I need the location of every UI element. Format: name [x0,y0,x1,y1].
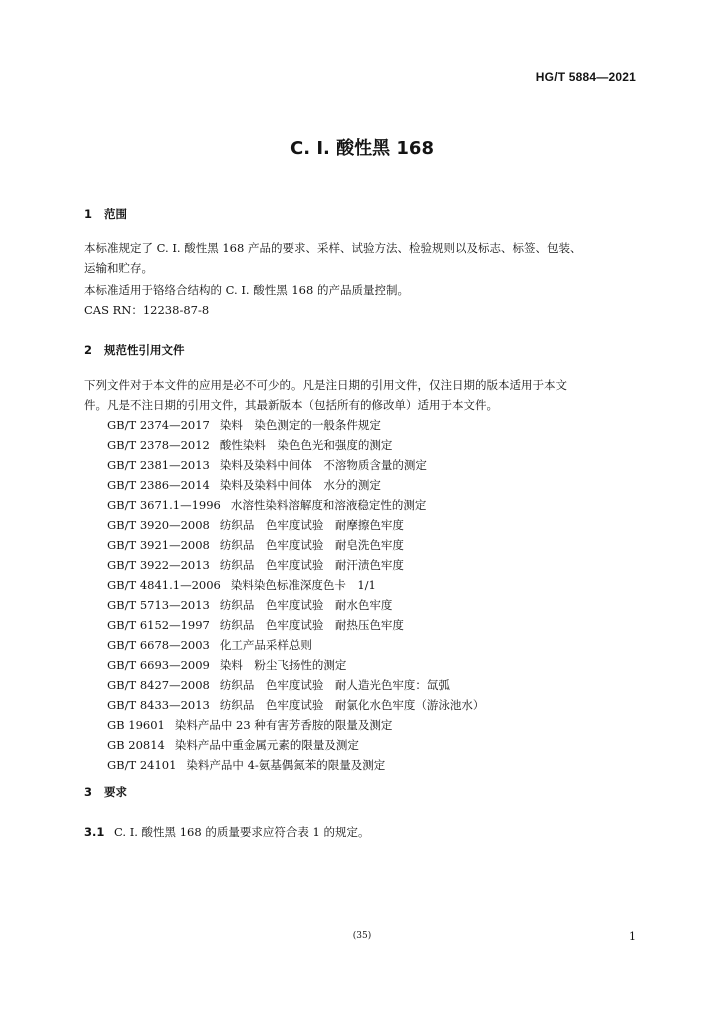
reference-title: 纺织品 色牢度试验 耐氯化水色牢度（游泳池水） [219,698,485,712]
reference-item [107,735,484,755]
reference-title: 纺织品 色牢度试验 耐人造光色牢度：氙弧 [219,678,450,692]
section-1-title: 范围 [104,207,127,221]
reference-code: GB/T 8433—2013 [107,698,210,712]
cas-number-text: CAS RN：12238-87-8 [84,303,210,317]
clause-3-1 [84,822,369,842]
cas-number [84,300,654,320]
reference-item [107,555,484,575]
reference-code: GB/T 3922—2013 [107,558,210,572]
reference-title: 染料染色标准深度色卡 1/1 [230,578,376,592]
reference-code: GB/T 2378—2012 [107,438,210,452]
reference-title: 纺织品 色牢度试验 耐摩擦色牢度 [219,518,404,532]
reference-code: GB/T 6678—2003 [107,638,210,652]
section-2-title: 规范性引用文件 [104,343,185,357]
section-1-para-2-text: 本标准适用于铬络合结构的 C. I. 酸性黑 168 的产品质量控制。 [84,283,409,297]
reference-title: 染料及染料中间体 水分的测定 [219,478,381,492]
section-3-number: 3 [84,785,93,799]
reference-item [107,595,484,615]
section-3-heading [84,784,127,800]
reference-title: 染料产品中重金属元素的限量及测定 [174,738,359,752]
clause-3-1-text: C. I. 酸性黑 168 的质量要求应符合表 1 的规定。 [114,825,370,839]
clause-3-1-number: 3.1 [84,825,105,839]
section-1-number: 1 [84,207,93,221]
reference-title: 纺织品 色牢度试验 耐汗渍色牢度 [219,558,404,572]
footer-page-label: (35) [352,931,372,941]
section-2-number: 2 [84,343,93,357]
section-3-title: 要求 [104,785,127,799]
reference-item [107,655,484,675]
reference-title: 染料 染色测定的一般条件规定 [219,418,381,432]
reference-code: GB/T 5713—2013 [107,598,210,612]
section-2-intro-text: 下列文件对于本文件的应用是必不可少的。凡是注日期的引用文件，仅注日期的版本适用于本文 [84,378,567,392]
reference-code: GB/T 3920—2008 [107,518,210,532]
section-1-para-1-line-2: 运输和贮存。 [84,261,153,275]
footer-page-number: 1 [629,930,636,943]
reference-item [107,675,484,695]
reference-title: 染料产品中 23 种有害芳香胺的限量及测定 [174,718,393,732]
reference-item [107,615,484,635]
reference-item [107,575,484,595]
reference-item [107,635,484,655]
section-1-heading [84,206,127,222]
reference-code: GB/T 2374—2017 [107,418,210,432]
section-1-para-2 [84,280,654,300]
reference-title: 水溶性染料溶解度和溶液稳定性的测定 [230,498,427,512]
reference-title: 染料产品中 4-氨基偶氮苯的限量及测定 [186,758,386,772]
reference-item [107,695,484,715]
reference-title: 染料 粉尘飞扬性的测定 [219,658,347,672]
reference-code: GB/T 2386—2014 [107,478,210,492]
section-1-para-1-line-1 [84,238,654,258]
reference-title: 纺织品 色牢度试验 耐水色牢度 [219,598,393,612]
reference-code: GB/T 6152—1997 [107,618,210,632]
reference-title: 酸性染料 染色色光和强度的测定 [219,438,393,452]
reference-item [107,475,484,495]
reference-title: 纺织品 色牢度试验 耐皂洗色牢度 [219,538,404,552]
reference-item [107,535,484,555]
reference-item [107,455,484,475]
reference-title: 纺织品 色牢度试验 耐热压色牢度 [219,618,404,632]
section-2-heading [84,342,185,358]
reference-code: GB 20814 [107,738,165,752]
reference-title: 化工产品采样总则 [219,638,312,652]
reference-item [107,415,484,435]
normative-reference-list [107,415,484,775]
reference-item [107,515,484,535]
section-2-intro-line-1 [84,375,654,395]
reference-item [107,495,484,515]
reference-code: GB/T 8427—2008 [107,678,210,692]
reference-code: GB/T 3671.1—1996 [107,498,221,512]
reference-item [107,755,484,775]
document-code: HG/T 5884—2021 [535,70,636,84]
section-2-intro-line-2: 件。凡是不注日期的引用文件，其最新版本（包括所有的修改单）适用于本文件。 [84,398,498,412]
reference-title: 染料及染料中间体 不溶物质含量的测定 [219,458,427,472]
section-1-para-1-text: 本标准规定了 C. I. 酸性黑 168 产品的要求、采样、试验方法、检验规则以及标志、标签、包装、 [84,241,582,255]
reference-code: GB/T 4841.1—2006 [107,578,221,592]
reference-code: GB/T 24101 [107,758,177,772]
reference-code: GB/T 6693—2009 [107,658,210,672]
reference-code: GB/T 2381—2013 [107,458,210,472]
reference-item [107,435,484,455]
reference-item [107,715,484,735]
page-title: C. I. 酸性黑 168 [290,138,434,159]
reference-code: GB 19601 [107,718,165,732]
reference-code: GB/T 3921—2008 [107,538,210,552]
